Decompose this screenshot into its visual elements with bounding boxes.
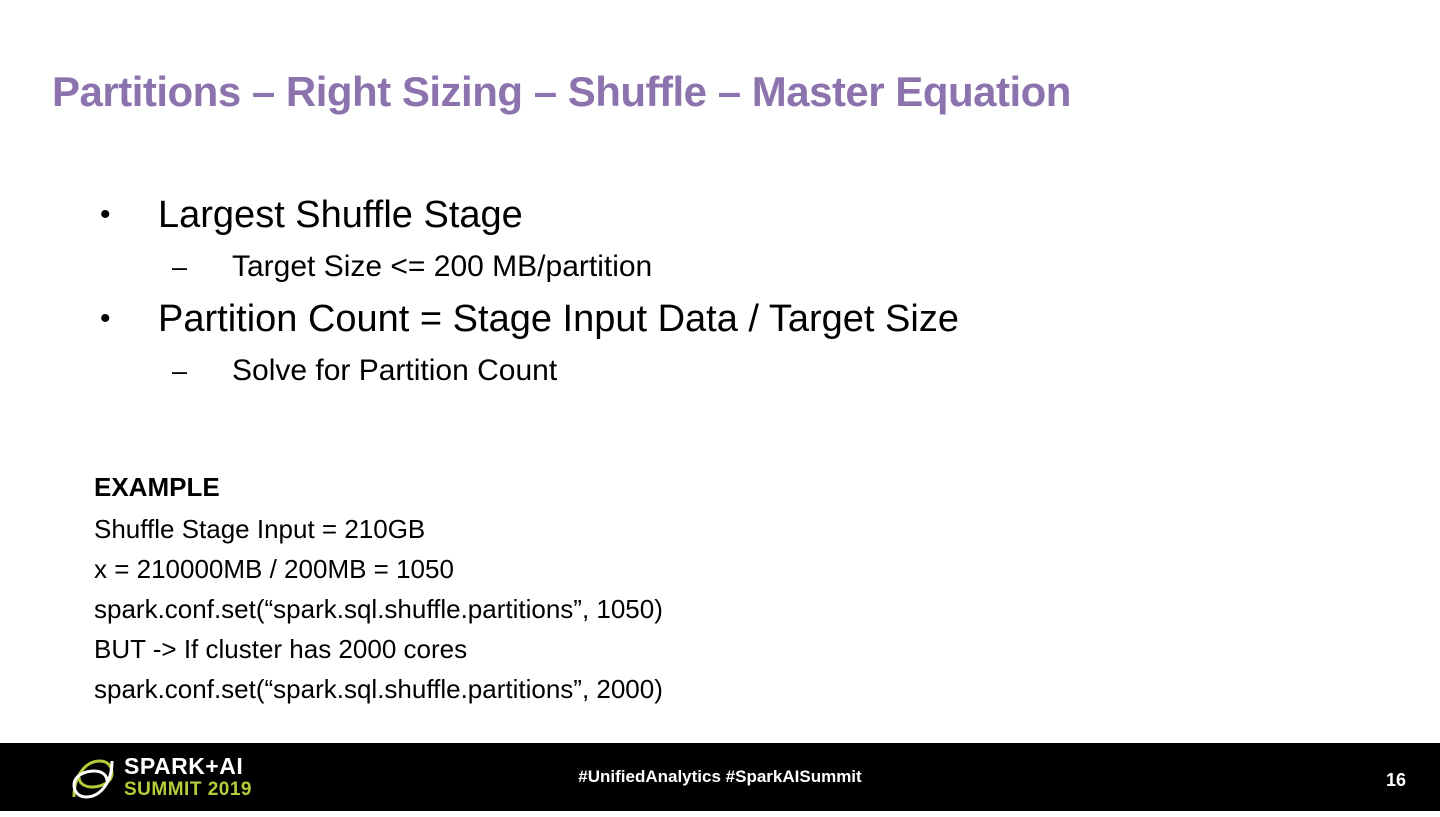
footer-bar — [0, 743, 1440, 811]
dash-marker-icon: – — [172, 356, 188, 386]
bullet-marker-icon: • — [100, 198, 111, 231]
list-item-label: Solve for Partition Count — [232, 354, 558, 387]
list-item-label: Target Size <= 200 MB/partition — [232, 250, 653, 283]
logo-line-primary: SPARK+AI — [124, 753, 244, 779]
example-block — [94, 467, 1294, 709]
example-line: spark.conf.set(“spark.sql.shuffle.partitions”, 2000) — [94, 674, 663, 704]
example-heading: EXAMPLE — [94, 472, 220, 502]
list-item — [94, 348, 1374, 394]
logo-line-secondary: SUMMIT 2019 — [124, 779, 252, 800]
footer-hashtags: #UnifiedAnalytics #SparkAISummit — [578, 767, 862, 786]
example-line: spark.conf.set(“spark.sql.shuffle.partitions”, 1050) — [94, 594, 663, 624]
example-line: x = 210000MB / 200MB = 1050 — [94, 554, 454, 584]
list-item — [94, 188, 1374, 242]
bullet-list — [94, 188, 1374, 396]
list-item — [94, 292, 1374, 346]
list-item-label: Largest Shuffle Stage — [158, 194, 523, 236]
example-line: Shuffle Stage Input = 210GB — [94, 514, 426, 544]
dash-marker-icon: – — [172, 252, 188, 282]
page-title: Partitions – Right Sizing – Shuffle – Master Equation — [52, 68, 1071, 115]
bullet-marker-icon: • — [100, 302, 111, 335]
list-item-label: Partition Count = Stage Input Data / Target Size — [158, 298, 959, 340]
list-item — [94, 244, 1374, 290]
example-line: BUT -> If cluster has 2000 cores — [94, 634, 468, 664]
page-number: 16 — [1385, 770, 1406, 790]
